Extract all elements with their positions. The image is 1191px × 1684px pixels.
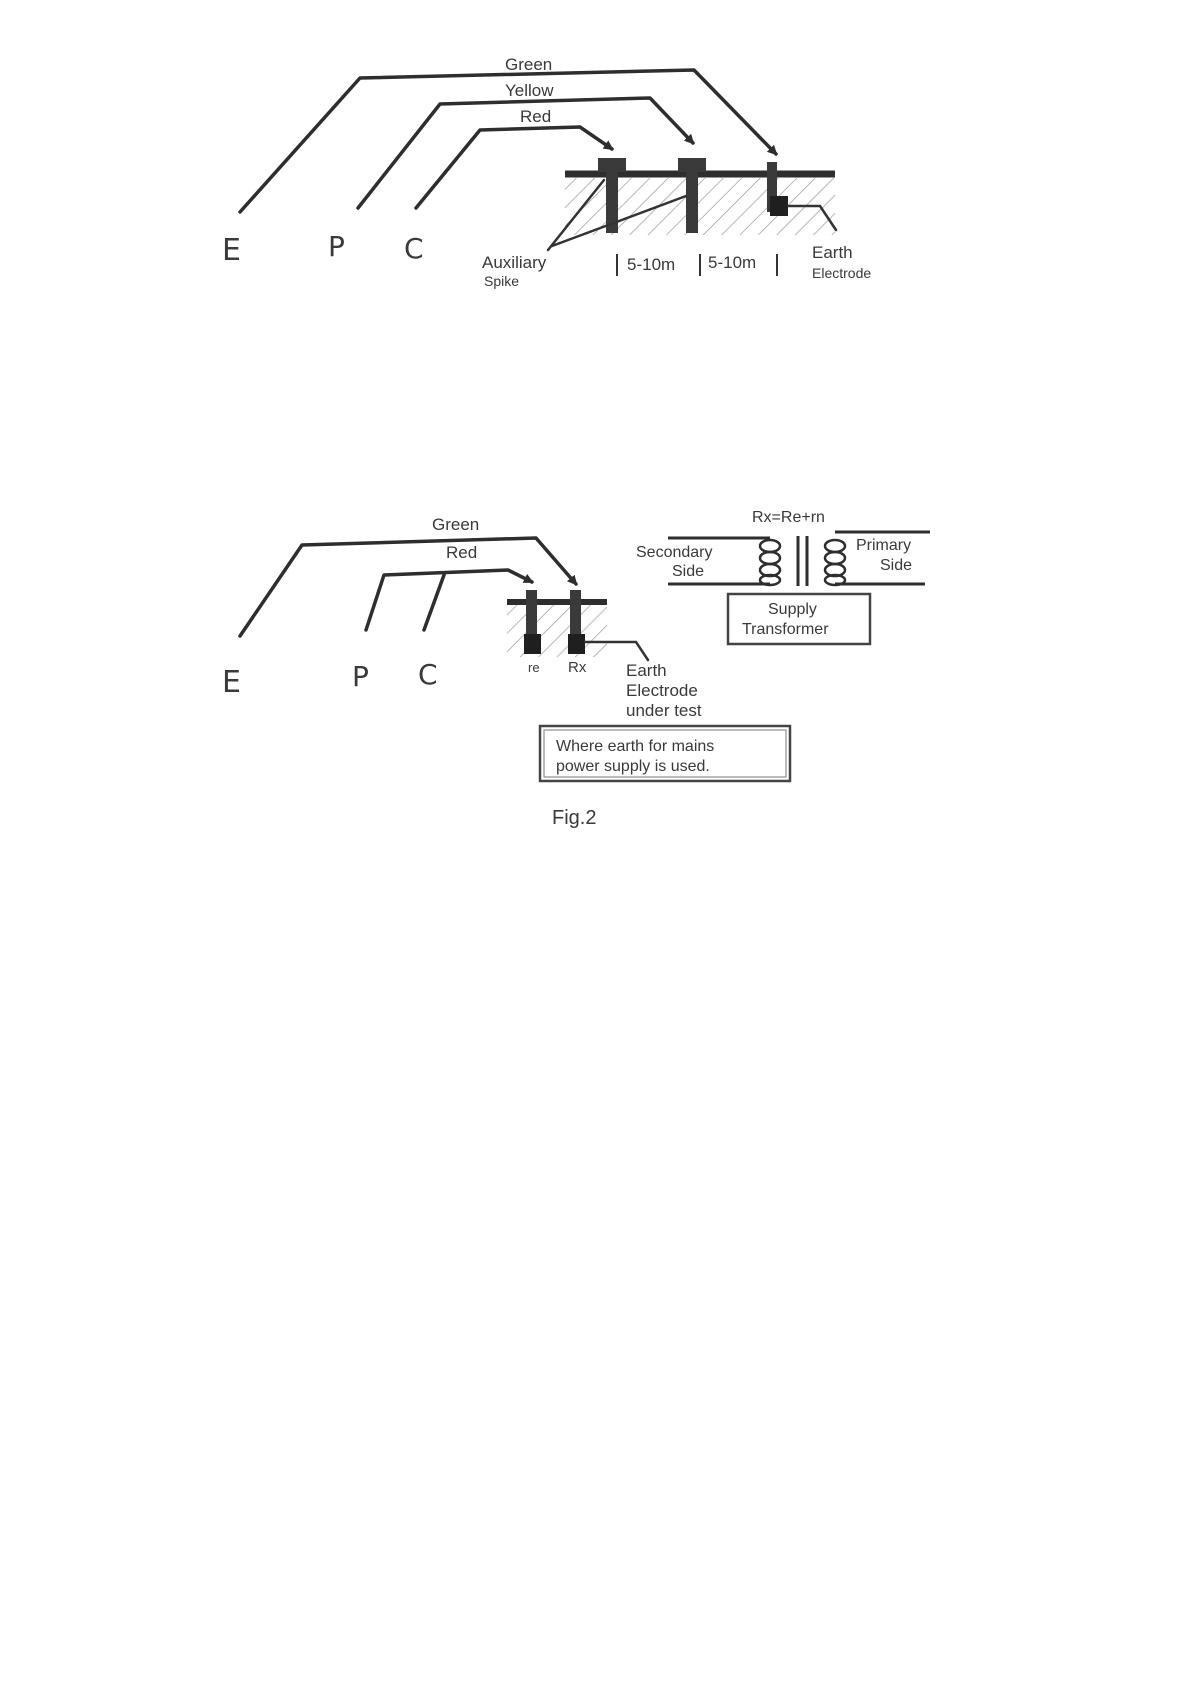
figure-1 (222, 55, 871, 289)
primary-side-label-2: Side (880, 557, 913, 574)
earth-electrode-under-test-label-3: under test (626, 701, 702, 720)
primary-coil (825, 540, 845, 585)
secondary-coil (760, 540, 780, 585)
earth-electrode-under-test-label-2: Electrode (626, 681, 698, 700)
supply-transformer-label: Supply (768, 601, 817, 618)
green-wire-label: Green (505, 55, 553, 74)
supply-transformer (636, 509, 930, 644)
earth-electrode-under-test-label: Earth (626, 661, 667, 680)
mains-note-line-2: power supply is used. (556, 758, 710, 775)
terminal-c-label-2: C (418, 658, 438, 691)
secondary-side-label-2: Side (672, 563, 705, 580)
transformer-formula: Rx=Re+rn (752, 509, 825, 526)
earth-electrode-label: Earth (812, 243, 853, 262)
earth-electrode-label-2: Electrode (812, 265, 872, 281)
red-wire-label: Red (520, 107, 552, 126)
ground-hatch-2 (507, 605, 607, 657)
rx-label: Rx (568, 659, 587, 676)
rx-electrode (568, 590, 648, 660)
re-label: re (528, 660, 540, 675)
terminal-c-label: C (404, 232, 424, 265)
secondary-side-label: Secondary (636, 544, 713, 561)
terminal-p-label: P (328, 230, 345, 263)
red-wire-2-jumper (424, 575, 444, 630)
distance-label-1: 5-10m (627, 255, 676, 274)
terminal-e-label-2: E (222, 665, 241, 700)
terminal-p-label-2: P (352, 660, 369, 693)
terminal-e-label: E (222, 233, 241, 268)
distance-label-2: 5-10m (708, 253, 757, 272)
supply-transformer-label-2: Transformer (742, 621, 829, 638)
green-wire-label-2: Green (432, 515, 480, 534)
primary-side-label: Primary (856, 537, 912, 554)
auxiliary-spike-label: Auxiliary (482, 253, 547, 272)
auxiliary-spike-label-2: Spike (484, 273, 520, 289)
mains-note-line-1: Where earth for mains (556, 738, 715, 755)
yellow-wire-label: Yellow (505, 81, 554, 100)
figure-caption: Fig.2 (552, 807, 597, 829)
red-wire-label-2: Red (446, 543, 478, 562)
figure-2 (222, 509, 930, 829)
